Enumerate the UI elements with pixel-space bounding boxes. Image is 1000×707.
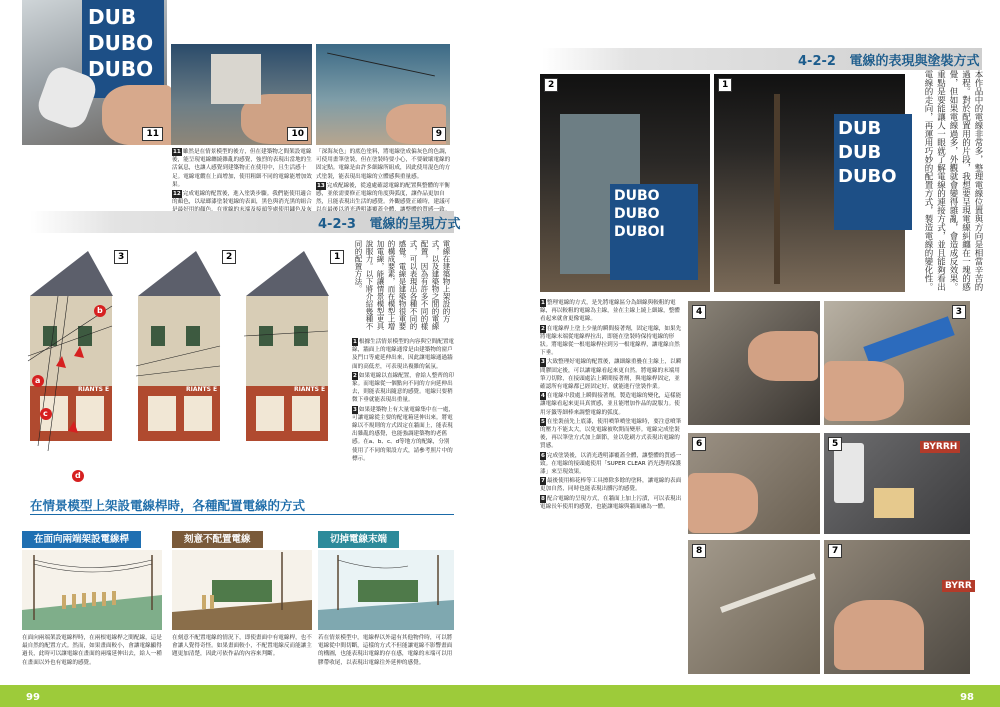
step-photo-4 — [688, 301, 820, 425]
sponge-shape — [874, 488, 914, 518]
caption-text: 在電線桿上塗上少量的瞬間接著劑，固定電線，如果先將電線末端從電線桿拉出，即能在塗裝時保持電線的形狀。將電線從一根電線桿拉到另一根電線桿，讓電線自然下垂。 — [540, 325, 682, 357]
top-photo-11 — [22, 0, 167, 145]
caption-text: 雖然是在情景模型的後方，但在建築物之間架設電線後，能呈現電線纏繞雜亂的感覺，強烈的表現出當地的生活氣息，也讓人感覺到建築物正在使用中，且生活感十足。電線電纜在上面增加，使用粗細不同的電線能增加效果。 — [172, 149, 312, 188]
step-captions — [540, 299, 682, 674]
caption-text: 在塗裝前先上底漆，使用噴筆噴塗電線時，要注意噴筆的壓力不能太大，以免電線被吹開而變形。電線完成塗裝後，再以筆塗方式加上細節，並以乾刷方式表現出電線的質感。 — [540, 418, 682, 450]
mid-captions — [352, 338, 454, 498]
caption-text: 整理電線的方式，是先將電線區分為細線與較粗的電線，再以較粗的電線為主線，並在主線上繞上細線，整體看起來就會更像電線。 — [540, 300, 680, 323]
caption-paragraph — [540, 452, 682, 477]
caption-paragraph — [540, 495, 682, 511]
caption-text: 完成配線後，從遠處確認電線的配置與整體的平衡感，並依需要修正電線的角度與弧度，讓作品更加自然，且能表現出生活的感覺。外觀感覺正確時，建議可 — [316, 182, 451, 206]
caption-text: 完成塗裝後，以消光透明漆覆蓋全體，讓整體的質感一致。在電線的接頭處使用「SUPER CLEAR 消光透明保護漆」來呈現效果。 — [540, 452, 682, 476]
caption-text: 「深海灰色」的底色塗料，將電線塗成偏灰色的色調，可使用畫筆塗裝，但在塗裝時要小心，不要破壞電線的固定點。電線是由許多細線所組成，因此使用混色的方式塗裝，能表現出電線的立體感與重量感。 — [316, 149, 451, 180]
photo-number: 6 — [692, 437, 706, 451]
diagram-svg — [318, 550, 454, 630]
caption-number: 3 — [353, 406, 357, 413]
hero-photo-2 — [540, 74, 710, 292]
hand-shape — [688, 473, 758, 533]
diagram-tab-3: 切掉電線末端 — [318, 531, 399, 548]
right-page-number: 98 — [960, 692, 974, 703]
photo-number: 5 — [828, 437, 842, 451]
pole-shape — [211, 54, 261, 104]
diagram-cut-wire-ends — [318, 550, 454, 630]
shop-sign: DUB DUBO DUBO — [82, 0, 164, 98]
section-title-423 — [318, 213, 461, 232]
step-photo-5 — [824, 433, 970, 534]
caption-text: 最後使用棉花棒等工具擦除多餘的塗料，讓電線的表面更加自然，同時也能表現出髒污的感覺。 — [540, 478, 682, 493]
shop-sign: DUB DUB DUBO — [834, 114, 912, 230]
paint-bottle — [834, 443, 864, 503]
glue-tube — [863, 316, 954, 366]
caption-text: 若在情景模型中，電線桿以外還有其他物件時，可以將電線從中間切斷，這樣的方式不但能讓電線不影響畫面的構圖，也能表現出電線的存在感，電線的末端可以用膠帶收尾，以表現出電線往外延伸的感覺。 — [318, 635, 453, 666]
section-title-422 — [798, 50, 980, 69]
diagram-svg — [22, 550, 162, 630]
caption-paragraph — [540, 299, 682, 324]
wall-label: BYRR — [942, 580, 975, 592]
building-illustrations — [28, 236, 348, 486]
left-vertical-intro: 電線在建築物上架設的方式，以及建築物之間的電線配置，因為有許多不同的樣式，可以表現出各種不同的感覺。電線是建築物很重要的構成要素，而在模型上增加電線，能讓情景模型更具說服力。以下將介紹幾種不同的配置方法。 — [354, 240, 451, 330]
top-photo-9 — [316, 44, 450, 145]
caption-paragraph — [540, 418, 682, 451]
photo-number: 8 — [692, 544, 706, 558]
diagram-svg — [172, 550, 312, 630]
panel-number: 1 — [330, 250, 344, 264]
hand-shape — [834, 600, 924, 670]
caption-text: 在刻意不配置電線的情況下，即使畫面中有電線桿，也不會讓人覺得奇怪。如果畫面較小，不配置電線反而能讓主題更加清楚，因此可依作品的內容來判斷。 — [172, 635, 312, 658]
section-code: 4-2-2 — [798, 54, 836, 69]
hand-shape — [824, 361, 904, 421]
caption-number: 2 — [353, 372, 357, 379]
caption-paragraph — [540, 392, 682, 417]
caption-number: 1 — [541, 300, 545, 306]
caption-paragraph — [352, 338, 454, 371]
caption-paragraph — [540, 325, 682, 358]
callout-label: d — [75, 471, 81, 480]
caption-number: 6 — [541, 452, 545, 459]
section-code: 4-2-3 — [318, 217, 356, 232]
caption-number: 1 — [353, 339, 357, 345]
caption-number: 2 — [541, 325, 545, 332]
hero-photo-1 — [714, 74, 905, 292]
callout-label: a — [35, 376, 41, 385]
bottom-caption-3 — [318, 634, 456, 674]
photo-number: 4 — [692, 305, 706, 319]
wire-lines — [327, 53, 435, 77]
photo-number: 11 — [142, 127, 163, 141]
caption-text: 在電線中段處上瞬間接著劑，製造電線的變化，這樣能讓電線看起來更具真實感，並且能增加作品的說服力。使用牙籤等細棒來調整電線的弧度。 — [540, 393, 682, 416]
step-photo-3 — [824, 301, 970, 425]
caption-text: 根據生活情景模型的內容與空間配置電線，牆面上的電線通常是由建築物的窗戶及門口等處延伸出來，因此讓電線通過牆面的高低差，可表現出複雜的氣氛。 — [352, 339, 455, 370]
hand-shape — [748, 331, 818, 381]
top-caption-col1 — [172, 148, 312, 206]
bottom-caption-2 — [172, 634, 314, 674]
right-vertical-intro: 本作品中的電線非常多，整理電線位置與方向是相當辛苦的過程。對於配置用的片段，我想要呈現電線糾纏在一塊的感覺，但如果電線過多，外觀就會變得雜亂，會造成反效果。重點是要能讓人一眼就了解電線的連接方式，並且能夠看出電線的走向，再運用巧妙的配置方式，製造電線的變化性。 — [923, 70, 983, 291]
photo-number: 9 — [432, 127, 446, 141]
section-title: 電線的呈現方式 — [369, 217, 461, 232]
caption-paragraph — [316, 148, 452, 181]
diagram-tab-2: 刻意不配置電線 — [172, 531, 263, 548]
caption-number: 3 — [541, 359, 545, 366]
top-caption-col2 — [316, 148, 452, 206]
diagram-poles-both-ends — [22, 550, 162, 630]
photo-number: 2 — [544, 78, 558, 92]
step-photo-8 — [688, 540, 820, 674]
right-footer-bar — [500, 685, 1000, 707]
diagram-no-wires — [172, 550, 312, 630]
callout-label: c — [43, 409, 48, 418]
panel-number: 3 — [114, 250, 128, 264]
caption-number: 11 — [173, 149, 181, 155]
bottom-caption-1 — [22, 634, 164, 674]
caption-text: 如果建築物上有大量電線集中在一處，可讓電線從主要的配電箱延伸出來。將電線以不規則的方式固定在牆面上，能表現出雜亂的感覺，也能強調建築物的老舊感。在a、b、c、d等地方的配線，分別使用了不同的架設方式，請參考照片中的標示。 — [352, 406, 455, 462]
caption-number: 5 — [541, 418, 545, 425]
left-page-number: 99 — [26, 692, 40, 703]
photo-number: 10 — [287, 127, 308, 141]
caption-paragraph — [316, 182, 452, 215]
step-photo-6 — [688, 433, 820, 534]
brush-shape — [720, 573, 816, 613]
caption-number: 8 — [541, 495, 545, 502]
step-photo-7 — [824, 540, 970, 674]
left-footer-bar — [0, 685, 500, 707]
caption-text: 在面向兩端架設電線桿時，在兩根電線桿之間配線，這是最自然的配置方式。然而，如果畫面較小，會讓電線顯得過長，此時可以讓電線在畫面的兩端延伸出去，給人一種在畫面以外也有電線的感覺。 — [22, 635, 162, 666]
caption-text: 如果電線以直線配置，會給人整齊的印象。而電線從一個點向不同的方向延伸出去，則能表現出隨意的感覺。電線只要稍微下垂就能表現出重量。 — [352, 372, 455, 404]
caption-paragraph — [540, 358, 682, 391]
photo-number: 1 — [718, 78, 732, 92]
pole-shape — [774, 94, 780, 284]
shop-sign: RIANTS E — [78, 386, 110, 393]
callout-label: b — [97, 306, 103, 315]
photo-number: 3 — [952, 305, 966, 319]
caption-paragraph — [352, 406, 454, 463]
caption-paragraph — [540, 477, 682, 493]
shop-sign: DUBO DUBO DUBOI — [610, 184, 698, 280]
section-title: 電線的表現與塗裝方式 — [849, 54, 980, 69]
caption-number: 7 — [541, 478, 545, 485]
caption-number: 4 — [541, 393, 545, 400]
caption-paragraph — [352, 372, 454, 405]
diagram-tab-1: 在面向兩端架設電線桿 — [22, 531, 141, 548]
caption-text: 配合電線的呈現方式，在牆面上加上污漬，可以表現出電線長年使用的感覺，也能讓電線與牆面融為一體。 — [540, 495, 682, 510]
caption-number: 12 — [173, 191, 181, 198]
banner-divider — [30, 514, 454, 515]
wall-label: BYRRH — [920, 441, 960, 453]
photo-number: 7 — [828, 544, 842, 558]
caption-text: 完成電線的配置後，進入塗裝步驟。我們能使用適合的顏色，以琺瑯漆塗裝電線的表面，黑色與消光黑的組合 — [172, 191, 312, 206]
panel-number: 2 — [222, 250, 236, 264]
building-svg — [28, 236, 348, 486]
banner-heading: 在情景模型上架設電線桿時，各種配置電線的方式 — [30, 498, 306, 513]
shop-sign: RIANTS E — [294, 386, 326, 393]
top-photo-10 — [171, 44, 312, 145]
caption-paragraph — [172, 148, 312, 189]
caption-number: 13 — [317, 182, 325, 189]
caption-text: 大致整理好電線的配置後，讓細線重疊在主線上，以瞬間膠固定後，可以讓電線看起來更自然。將電線的末端用筆刀切除，在接頭處沾上瞬間接著劑，與電線桿固定，並確認所有電線都已經固定好，就能進行塗裝作業。 — [540, 359, 682, 391]
shop-sign: RIANTS E — [186, 386, 218, 393]
